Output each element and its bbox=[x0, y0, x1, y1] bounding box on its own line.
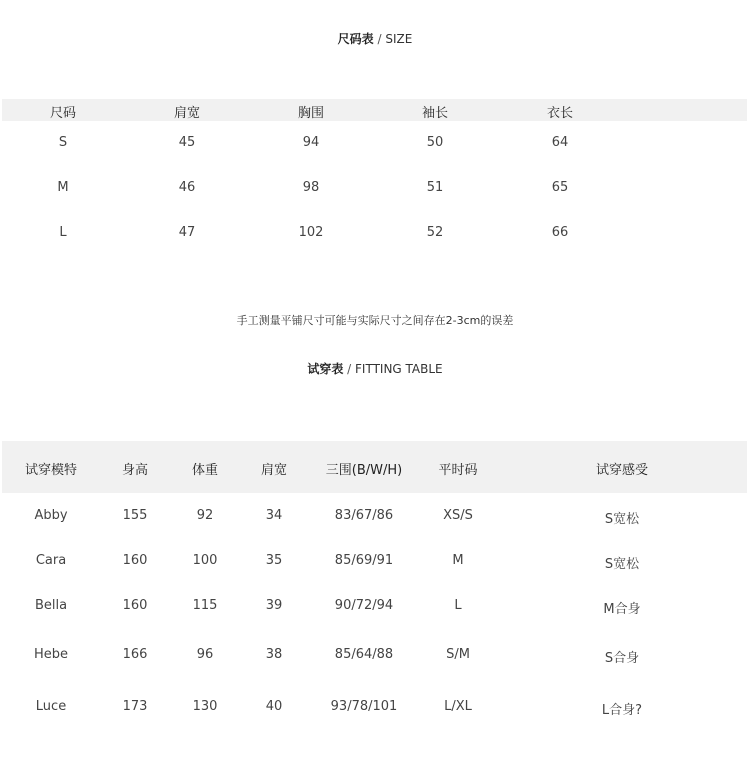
fit-title-sep: / bbox=[343, 362, 356, 376]
size-table-cell: 45 bbox=[178, 135, 196, 150]
fit-table-cell: 166 bbox=[122, 647, 148, 662]
fit-table-cell: 96 bbox=[196, 647, 214, 662]
size-table-cell: 65 bbox=[551, 180, 569, 195]
size-table-header-bar bbox=[2, 99, 747, 121]
size-title-main: 尺码表 bbox=[337, 32, 374, 46]
size-table-cell: 102 bbox=[298, 225, 324, 240]
fit-table-cell: L合身? bbox=[601, 703, 643, 718]
size-table-cell: 66 bbox=[551, 225, 569, 240]
fit-table-cell: 173 bbox=[122, 699, 148, 714]
fit-table-header-cell: 身高 bbox=[121, 463, 149, 478]
fit-title-main: 试穿表 bbox=[307, 362, 344, 376]
fit-table-cell: Abby bbox=[34, 508, 68, 523]
fit-table-cell: 38 bbox=[265, 647, 283, 662]
size-table-cell: 51 bbox=[426, 180, 444, 195]
fit-table-cell: Luce bbox=[35, 699, 67, 714]
size-table-header-cell: 衣长 bbox=[546, 106, 574, 121]
size-table-cell: 98 bbox=[302, 180, 320, 195]
fit-table-cell: 115 bbox=[192, 598, 218, 613]
fit-table-cell: 160 bbox=[122, 553, 148, 568]
fit-table-cell: Hebe bbox=[33, 647, 69, 662]
size-table-cell: 94 bbox=[302, 135, 320, 150]
size-table-cell: 64 bbox=[551, 135, 569, 150]
fit-table-cell: 85/69/91 bbox=[334, 553, 394, 568]
size-table-cell: 46 bbox=[178, 180, 196, 195]
size-table-title bbox=[0, 30, 750, 47]
measurement-note: 手工测量平铺尺寸可能与实际尺寸之间存在2-3cm的误差 bbox=[236, 314, 514, 327]
fit-table-cell: 160 bbox=[122, 598, 148, 613]
size-table-header-cell: 胸围 bbox=[297, 106, 325, 121]
fit-table-header-cell: 体重 bbox=[191, 463, 219, 478]
size-table-cell: M bbox=[57, 180, 69, 195]
fit-table-cell: 40 bbox=[265, 699, 283, 714]
fit-table-cell: S宽松 bbox=[604, 512, 640, 527]
fit-table-cell: 34 bbox=[265, 508, 283, 523]
fit-table-cell: 83/67/86 bbox=[334, 508, 394, 523]
size-table-header-cell: 尺码 bbox=[49, 106, 77, 121]
fit-table-header-cell: 肩宽 bbox=[260, 463, 288, 478]
fit-table-cell: 35 bbox=[265, 553, 283, 568]
fit-table-header-cell: 试穿感受 bbox=[595, 463, 649, 478]
fit-table-cell: 155 bbox=[122, 508, 148, 523]
fit-table-cell: 90/72/94 bbox=[334, 598, 394, 613]
fit-table-cell: S宽松 bbox=[604, 557, 640, 572]
fit-table-cell: 92 bbox=[196, 508, 214, 523]
fit-table-cell: 85/64/88 bbox=[334, 647, 394, 662]
fit-table-header-cell: 三围(B/W/H) bbox=[325, 463, 403, 478]
fit-title-sub: FITTING TABLE bbox=[355, 362, 443, 376]
fit-table-cell: Cara bbox=[35, 553, 67, 568]
size-table-header-cell: 袖长 bbox=[421, 106, 449, 121]
fit-table-cell: 93/78/101 bbox=[330, 699, 398, 714]
size-table-header-cell: 肩宽 bbox=[173, 106, 201, 121]
fit-table-cell: M bbox=[452, 553, 464, 568]
fit-table-cell: S合身 bbox=[604, 651, 640, 666]
fit-table-cell: 39 bbox=[265, 598, 283, 613]
fit-table-cell: 100 bbox=[192, 553, 218, 568]
size-table-cell: 50 bbox=[426, 135, 444, 150]
size-table-cell: 52 bbox=[426, 225, 444, 240]
fit-table-cell: M合身 bbox=[603, 602, 641, 617]
fit-table-header-cell: 试穿模特 bbox=[24, 463, 78, 478]
fit-table-cell: L/XL bbox=[444, 699, 472, 714]
size-table-cell: L bbox=[59, 225, 67, 240]
size-title-sub: SIZE bbox=[385, 32, 413, 46]
fit-table-cell: 130 bbox=[192, 699, 218, 714]
fit-table-header-cell: 平时码 bbox=[438, 463, 478, 478]
size-table-cell: S bbox=[58, 135, 68, 150]
fit-table-cell: Bella bbox=[34, 598, 68, 613]
fit-table-cell: XS/S bbox=[443, 508, 473, 523]
size-title-sep: / bbox=[373, 32, 386, 46]
fit-table-title bbox=[0, 360, 750, 377]
size-table-cell: 47 bbox=[178, 225, 196, 240]
fit-table-cell: L bbox=[454, 598, 462, 613]
fit-table-cell: S/M bbox=[446, 647, 470, 662]
